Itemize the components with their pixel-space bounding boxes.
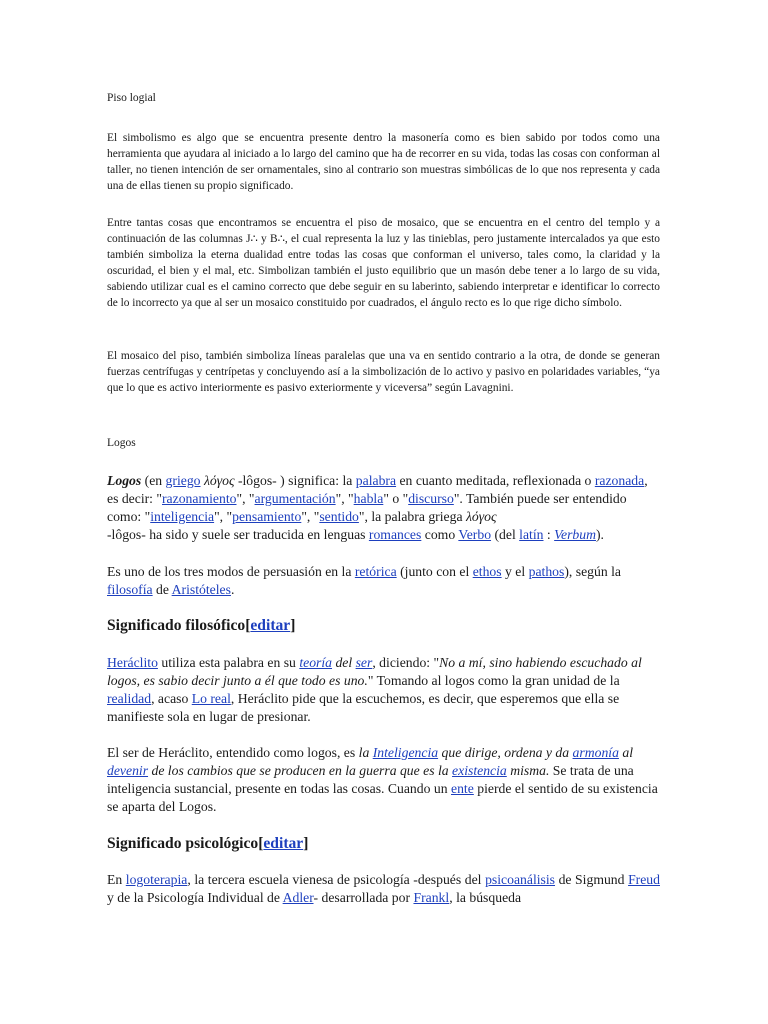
link-ser[interactable]: ser [355, 655, 373, 670]
link-argumentacion[interactable]: argumentación [254, 491, 336, 506]
quote: No a mí, sino habiendo escuchado al logos, es sabio decir junto a él que todo es uno. [107, 655, 642, 688]
edit-link[interactable]: editar [263, 835, 304, 852]
greek-logos: λόγος [203, 473, 235, 488]
link-verbum[interactable]: Verbum [554, 527, 596, 542]
paragraph-lineas-paralelas: El mosaico del piso, también simboliza líneas paralelas que una va en sentido contrario a la otra, de donde se generan fuerzas centrífugas y centrípetas y concluyendo así a la simbolización de lo activo y pasivo en polaridades variables, “ya que lo que es activo interiormente es pasivo exteriormente y viceversa” según Lavagnini. [107, 350, 660, 394]
link-razonamiento[interactable]: razonamiento [162, 491, 237, 506]
link-heraclito[interactable]: Heráclito [107, 655, 158, 670]
link-latin[interactable]: latín [519, 527, 544, 542]
link-psicoanalisis[interactable]: psicoanálisis [485, 872, 556, 887]
link-griego[interactable]: griego [165, 473, 201, 488]
link-filosofia[interactable]: filosofía [107, 582, 153, 597]
heading-significado-psicologico: Significado psicológico[editar] [107, 835, 309, 852]
link-lo-real[interactable]: Lo real [191, 691, 231, 706]
edit-link[interactable]: editar [250, 617, 291, 634]
link-realidad[interactable]: realidad [107, 691, 152, 706]
greek-logos: λόγος [465, 509, 497, 524]
link-romances[interactable]: romances [368, 527, 422, 542]
link-ente[interactable]: ente [451, 781, 474, 796]
paragraph-piso-mosaico: Entre tantas cosas que encontramos se encuentra el piso de mosaico, que se encuentra en el centro del templo y a continuación de las columnas J∴ y B∴, el cual representa la luz y las tinieblas, pero justamente intercalados ya que esto también simboliza la eterna dualidad entre todas las cosas que conforman el universo, tales como, la claridad y la oscuridad, el bien y el mal, etc. Simbolizan también el justo equilibrio que un masón debe tener a lo largo de su vida, sabiendo utilizar cual es el camino correcto que debe seguir en su laberinto, sabiendo interpretar e identificar lo correcto de lo incorrecto ya que al ser un mosaico constituido por cuadrados, el ángulo recto es lo que rige dicho símbolo. [107, 217, 660, 309]
logos-heading: Logos [107, 437, 136, 449]
link-pathos[interactable]: pathos [528, 564, 565, 579]
link-inteligencia-mayus[interactable]: Inteligencia [372, 745, 439, 760]
link-ethos[interactable]: ethos [472, 564, 502, 579]
paragraph-ser-heraclito: El ser de Heráclito, entendido como logos, es la Inteligencia que dirige, ordena y da armonía al devenir de los cambios que se producen en la guerra que es la existencia misma. Se trata de una inteligencia sustancial, presente en todas las cosas. Cuando un ente pierde el sentido de su existencia se aparta del Logos. [107, 745, 658, 814]
heading-significado-filosofico: Significado filosófico[editar] [107, 617, 296, 634]
link-aristoteles[interactable]: Aristóteles [171, 582, 231, 597]
link-armonia[interactable]: armonía [572, 745, 619, 760]
link-inteligencia[interactable]: inteligencia [150, 509, 215, 524]
link-razonada[interactable]: razonada [594, 473, 645, 488]
link-palabra[interactable]: palabra [355, 473, 397, 488]
paragraph-heraclito: Heráclito utiliza esta palabra en su teoría del ser, diciendo: "No a mí, sino habiendo escuchado al logos, es sabio decir junto a él que todo es uno." Tomando al logos como la gran unidad de la realidad, acaso Lo real, Heráclito pide que la escuchemos, es decir, que esperemos que ella se manifieste sola en lugar de presionar. [107, 655, 642, 724]
link-habla[interactable]: habla [353, 491, 384, 506]
link-discurso[interactable]: discurso [408, 491, 454, 506]
section-title: Piso logial [107, 92, 156, 104]
link-sentido[interactable]: sentido [319, 509, 359, 524]
link-logoterapia[interactable]: logoterapia [125, 872, 188, 887]
link-adler[interactable]: Adler [282, 890, 314, 905]
link-devenir[interactable]: devenir [107, 763, 149, 778]
link-frankl[interactable]: Frankl [413, 890, 450, 905]
link-retorica[interactable]: retórica [354, 564, 397, 579]
paragraph-simbolismo: El simbolismo es algo que se encuentra presente dentro la masonería como es bien sabido por todos como una herramienta que ayudara al iniciado a lo largo del camino que ha de recorrer en su vida, todas las cosas con conforman al taller, no tienen intención de ser ornamentales, sino al contrario son muestras simbólicas de lo que nos representa y cada una de ellas tienen su propio significado. [107, 132, 660, 192]
paragraph-logos-definicion: Logos (en griego λόγος -lôgos- ) significa: la palabra en cuanto meditada, reflexionada o razonada, es decir: "razonamiento", "argumentación", "habla" o "discurso". También puede ser entendido como: "inteligencia", "pensamiento", "sentido", la palabra griega λόγος -lôgos- ha sido y suele ser traducida en lenguas romances como Verbo (del latín : Verbum). [107, 473, 648, 542]
link-freud[interactable]: Freud [628, 872, 660, 887]
logos-term: Logos [107, 473, 142, 488]
paragraph-logoterapia: En logoterapia, la tercera escuela vienesa de psicología -después del psicoanálisis de Sigmund Freud y de la Psicología Individual de Adler- desarrollada por Frankl, la búsqueda [107, 872, 660, 905]
link-teoria[interactable]: teoría [299, 655, 333, 670]
paragraph-persuasion: Es uno de los tres modos de persuasión en la retórica (junto con el ethos y el pathos), según la filosofía de Aristóteles. [107, 564, 621, 597]
link-pensamiento[interactable]: pensamiento [232, 509, 302, 524]
link-verbo[interactable]: Verbo [458, 527, 492, 542]
link-existencia[interactable]: existencia [452, 763, 507, 778]
